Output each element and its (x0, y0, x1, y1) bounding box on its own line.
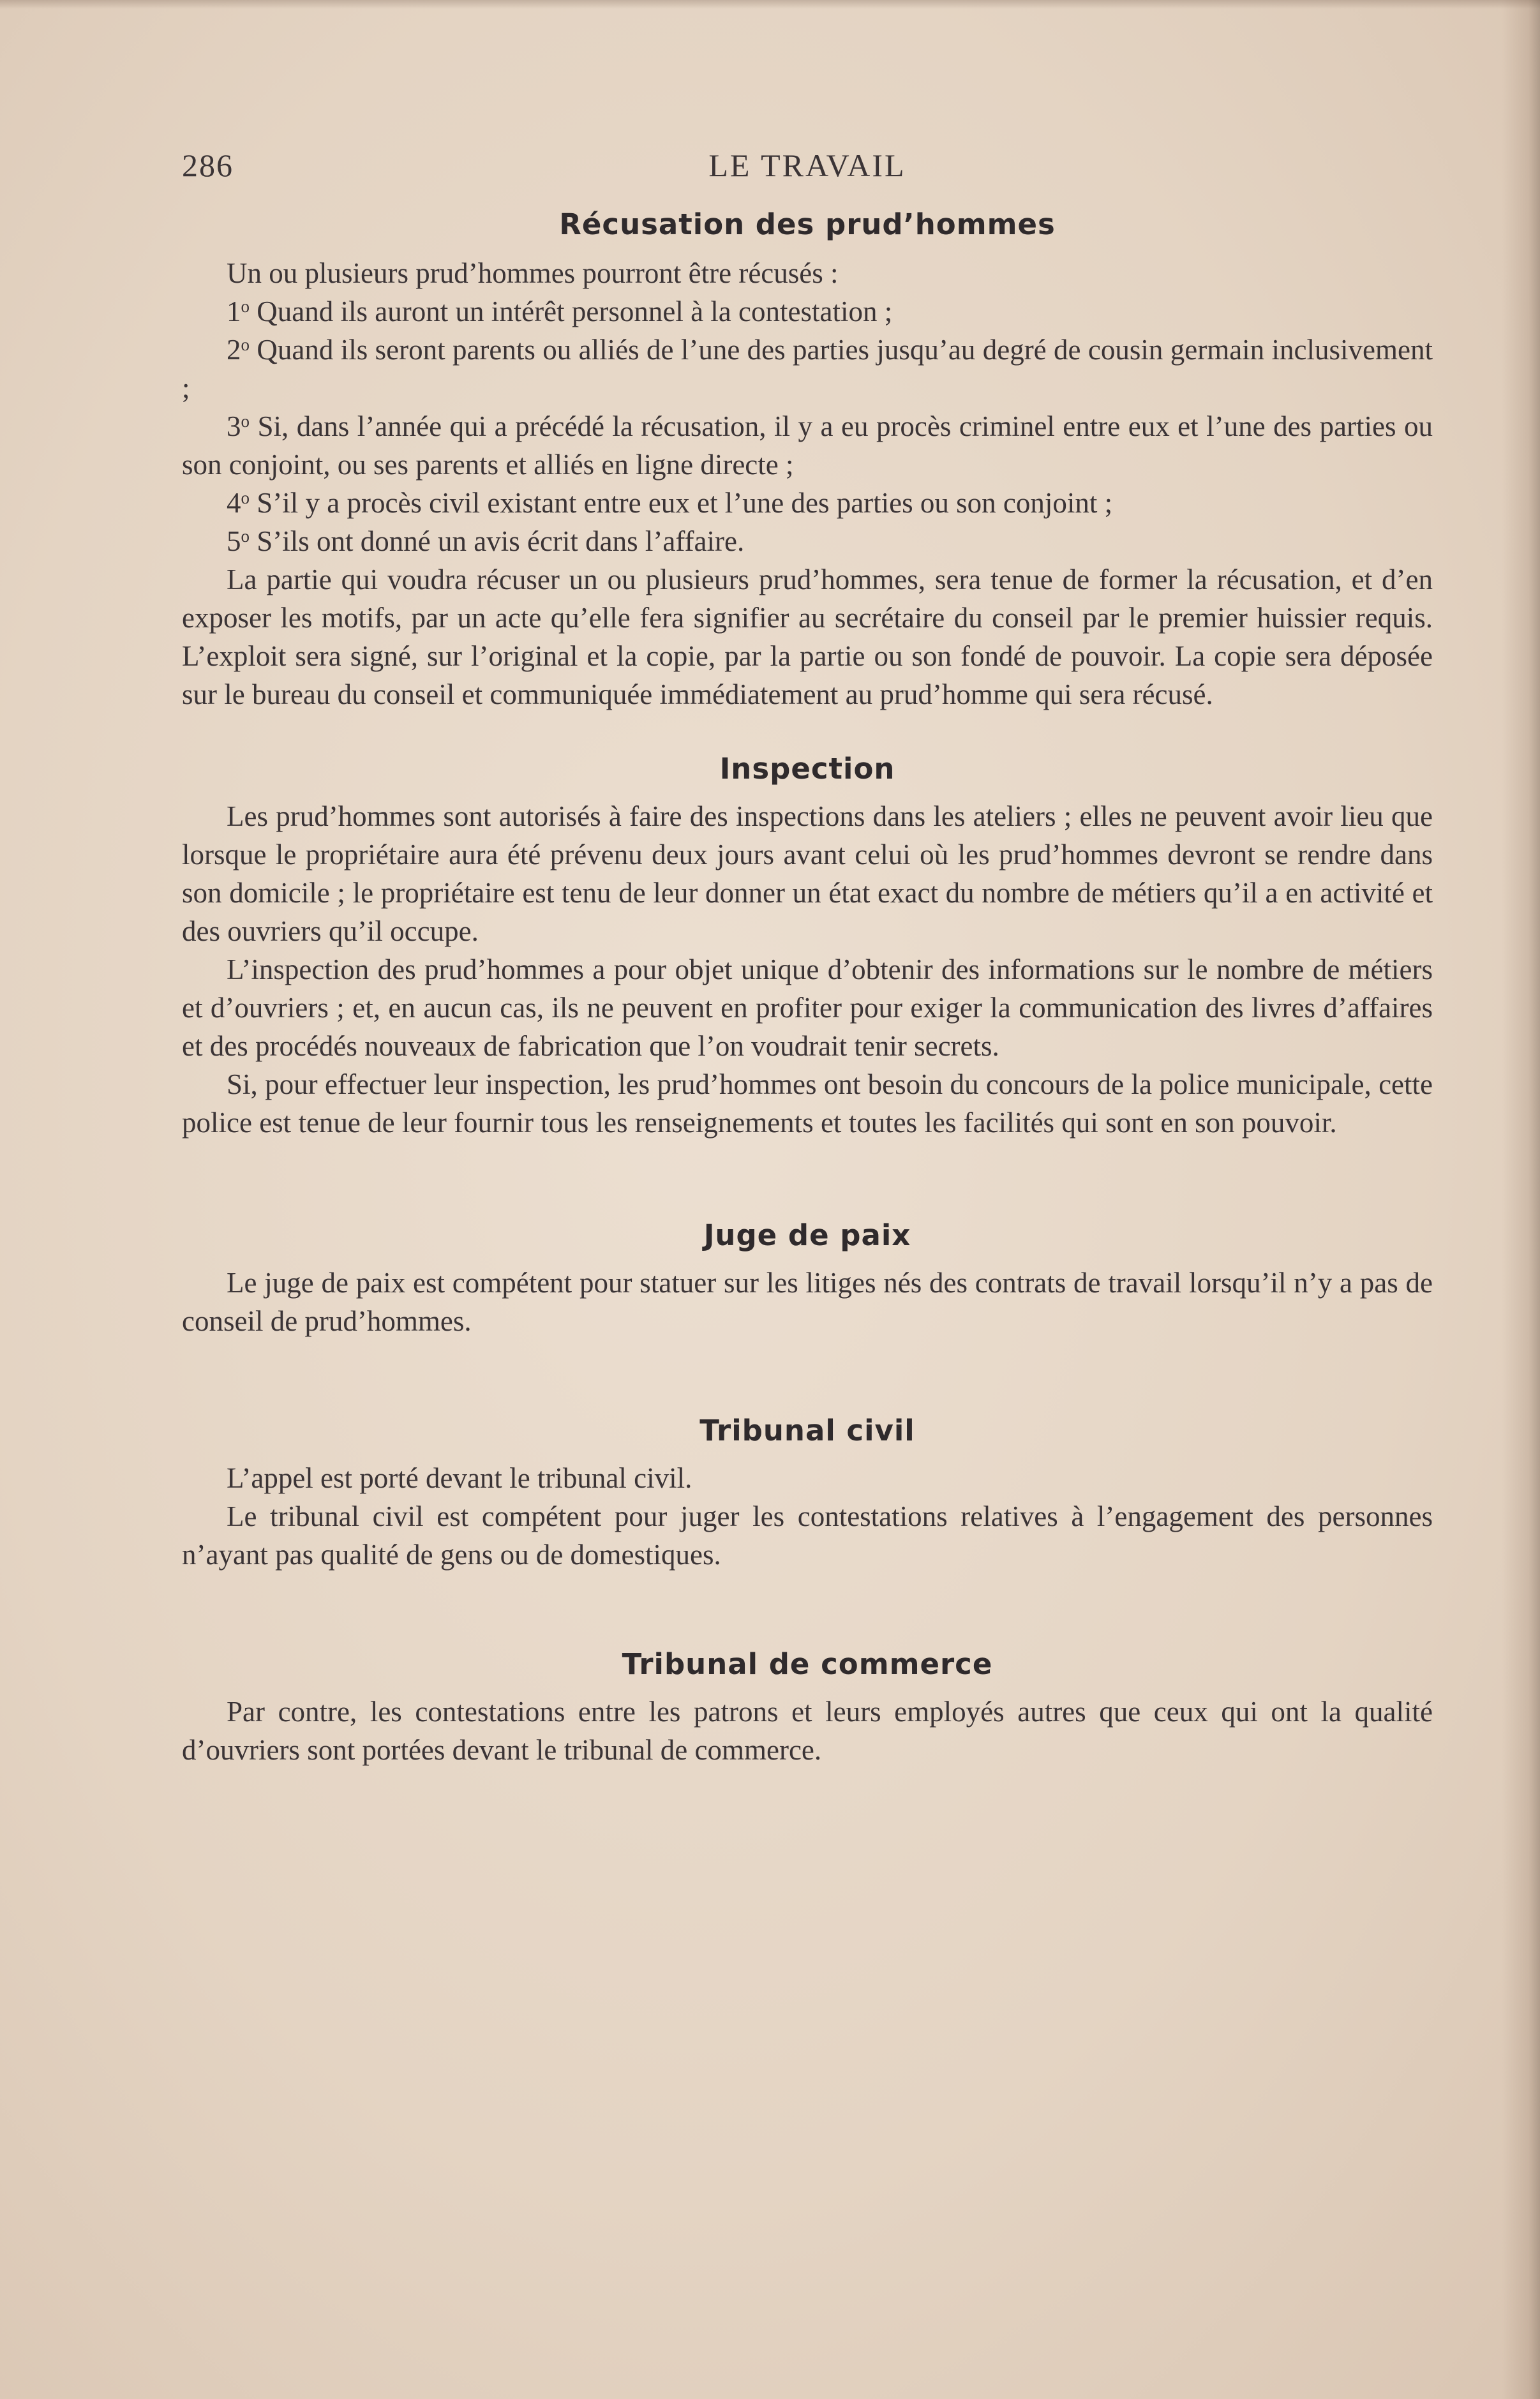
page-edge-shadow (1502, 0, 1540, 2399)
numbered-paragraph: 4$^o$ S’il y a procès civil existant entre eux et l’une des parties ou son conjoint ; (227, 487, 1113, 519)
paragraph: Par contre, les contestations entre les patrons et leurs employés autres que ceux qui ont la qualité d’ouvriers sont portées devant le tribunal de commerce. (182, 1696, 1433, 1766)
section-juge-de-paix (182, 1218, 1433, 1340)
section-heading: Récusation des prud’hommes (559, 207, 1056, 241)
section-tribunal-de-commerce (182, 1647, 1433, 1769)
section-recusation (182, 207, 1433, 714)
running-title: LE TRAVAIL (708, 147, 906, 183)
paragraph: La partie qui voudra récuser un ou plusieurs prud’hommes, sera tenue de former la récusation, et d’en exposer les motifs, par un acte qu’elle fera signifier au secrétaire du conseil par le premier huissier requis. L’exploit sera signé, sur l’original et la copie, par la partie ou son fondé de pouvoir. La copie sera déposée sur le bureau du conseil et communiquée immédiatement au prud’homme qui sera récusé. (182, 564, 1433, 710)
paragraph: Un ou plusieurs prud’hommes pourront être récusés : (227, 257, 839, 289)
paragraph: Le juge de paix est compétent pour statuer sur les litiges nés des contrats de travail lorsqu’il n’y a pas de conseil de prud’hommes. (182, 1267, 1433, 1337)
section-heading: Tribunal civil (699, 1414, 915, 1447)
paragraph: Si, pour effectuer leur inspection, les prud’hommes ont besoin du concours de la police municipale, cette police est tenue de leur fournir tous les renseignements et toutes les facilités qui sont en son pouvoir. (182, 1068, 1433, 1139)
running-head (182, 147, 1433, 191)
page-top-shadow (0, 0, 1540, 9)
section-heading: Inspection (719, 752, 895, 786)
numbered-paragraph: 3$^o$ Si, dans l’année qui a précédé la récusation, il y a eu procès criminel entre eux et l’une des parties ou son conjoint, ou ses parents et alliés en ligne directe ; (182, 410, 1433, 481)
paragraph: L’appel est porté devant le tribunal civil. (227, 1462, 692, 1494)
section-inspection (182, 752, 1433, 1142)
book-page (182, 147, 1433, 1769)
page-number: 286 (182, 147, 234, 183)
numbered-paragraph: 5$^o$ S’ils ont donné un avis écrit dans l’affaire. (227, 525, 745, 557)
numbered-paragraph: 2$^o$ Quand ils seront parents ou alliés de l’une des parties jusqu’au degré de cousin germain inclusivement ; (182, 334, 1433, 404)
numbered-paragraph: 1$^o$ Quand ils auront un intérêt personnel à la contestation ; (227, 295, 893, 327)
section-heading: Tribunal de commerce (622, 1647, 993, 1681)
paragraph: Les prud’hommes sont autorisés à faire des inspections dans les ateliers ; elles ne peuvent avoir lieu que lorsque le propriétaire aura été prévenu deux jours avant celui où les prud’hommes devront se rendre dans son domicile ; le propriétaire est tenu de leur donner un état exact du nombre de métiers qu’il a en activité et des ouvriers qu’il occupe. (182, 800, 1433, 947)
section-tribunal-civil (182, 1414, 1433, 1574)
paragraph: L’inspection des prud’hommes a pour objet unique d’obtenir des informations sur le nombre de métiers et d’ouvriers ; et, en aucun cas, ils ne peuvent en profiter pour exiger la communication des livres d’affaires et des procédés nouveaux de fabrication que l’on voudrait tenir secrets. (182, 953, 1433, 1062)
paragraph: Le tribunal civil est compétent pour juger les contestations relatives à l’engagement des personnes n’ayant pas qualité de gens ou de domestiques. (182, 1500, 1433, 1571)
section-heading: Juge de paix (703, 1218, 911, 1252)
